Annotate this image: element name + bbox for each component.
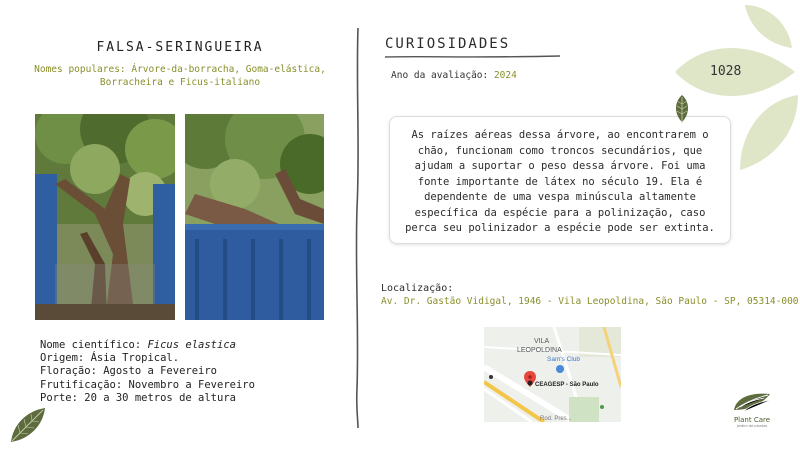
tree-photo-2 xyxy=(185,114,324,320)
origin: Origem: Ásia Tropical. xyxy=(40,352,180,365)
small-leaf-icon xyxy=(673,94,691,124)
location-label: Localização: xyxy=(381,283,454,294)
evaluation-year: Ano da avaliação: 2024 xyxy=(391,70,517,81)
location-address: Av. Dr. Gastão Vidigal, 1946 - Vila Leopoldina, São Paulo - SP, 05314-000 xyxy=(381,296,799,307)
fruiting: Frutificação: Novembro a Fevereiro xyxy=(40,378,255,391)
curiosities-title: CURIOSIDADES xyxy=(385,36,511,52)
logo-icon xyxy=(730,390,774,414)
location-map[interactable] xyxy=(484,327,621,422)
tree-photo-1 xyxy=(35,114,175,320)
size: Porte: 20 a 30 metros de altura xyxy=(40,391,236,404)
map-road-label: Rod. Pres... xyxy=(540,416,572,422)
flowering: Floração: Agosto a Fevereiro xyxy=(40,365,218,378)
plant-care-logo xyxy=(722,390,782,428)
species-info xyxy=(40,339,255,405)
decorative-leaves-icon xyxy=(670,0,800,180)
leaf-icon xyxy=(8,405,48,445)
map-poi-label: Sam's Club xyxy=(547,356,581,363)
curiosities-box: As raízes aéreas dessa árvore, ao encontrarem o chão, funcionam como troncos secundários, que ajudam a suportar o peso dessa árvore. Foi uma fonte importante de látex no século 19. Ela é dependente de uma vespa minúscula altamente específica da espécie para a polinização, caso perca seu polinizador a espécie pode ser extinta. xyxy=(389,116,731,244)
map-marker-label: CEAGESP - São Paulo xyxy=(535,382,599,388)
scientific-name: Nome científico: Ficus elastica xyxy=(40,339,236,351)
popular-names: Nomes populares: Árvore-da-borracha, Goma-elástica, Borracheira e Ficus-italiano xyxy=(34,64,326,88)
logo-tagline: jardim de plantas xyxy=(736,424,768,428)
title-underline xyxy=(385,54,560,60)
logo-name: Plant Care xyxy=(733,416,771,424)
shop-pin-icon xyxy=(556,365,564,373)
vertical-divider xyxy=(352,28,364,428)
species-title: FALSA-SERINGUEIRA xyxy=(96,40,264,55)
tree-code: 1028 xyxy=(710,64,742,79)
map-district-line1: VILA xyxy=(534,338,550,345)
map-district-line2: LEOPOLDINA xyxy=(517,347,562,354)
